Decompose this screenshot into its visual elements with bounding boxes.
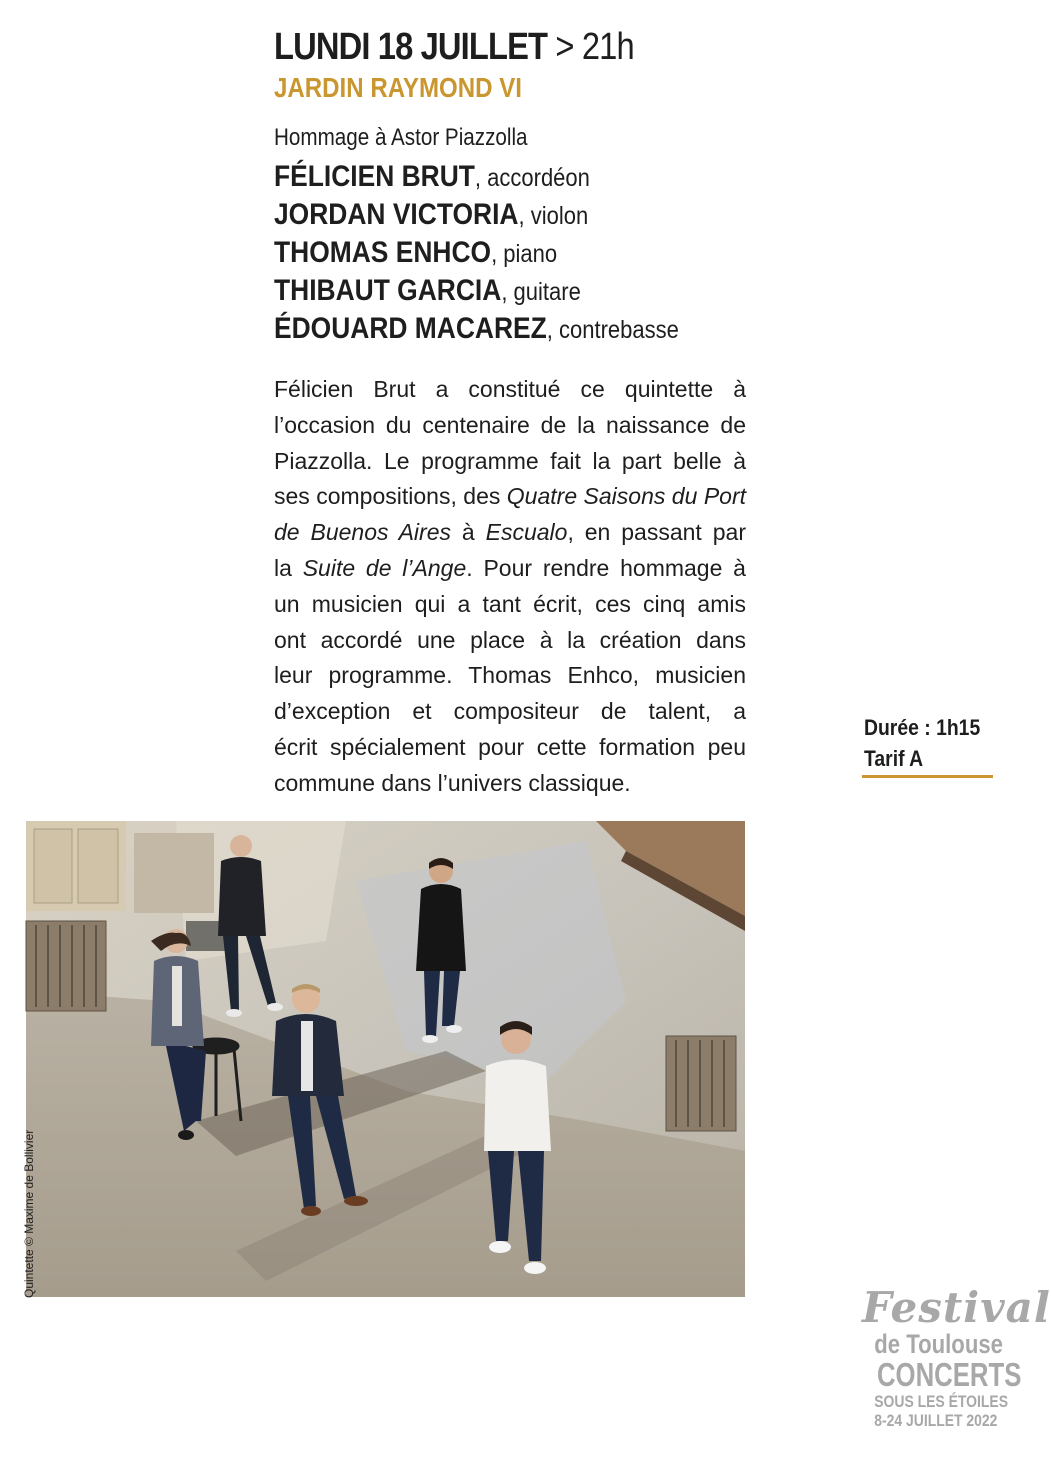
photo-credit: Quintette © Maxime de Bollivier	[22, 1129, 36, 1298]
event-date: LUNDI 18 JUILLET	[274, 26, 548, 68]
performer-item	[274, 160, 679, 198]
performer-instrument: , violon	[518, 202, 589, 230]
performer-instrument: , contrebasse	[546, 316, 679, 344]
performer-list	[274, 160, 734, 350]
description-line: Piazzolla. Le programme fait la part belle à	[274, 447, 746, 474]
performer-instrument: , piano	[491, 240, 558, 268]
description-text: à	[450, 519, 486, 546]
performer-name: JORDAN VICTORIA	[274, 198, 519, 231]
concert-description	[274, 372, 746, 802]
description-text: ses compositions, des	[274, 483, 507, 510]
description-text: . Pour rendre hommage à	[466, 554, 746, 581]
photo-illustration	[26, 821, 745, 1297]
description-line: Félicien Brut a constitué ce quintette à	[274, 376, 746, 402]
info-divider	[862, 775, 993, 778]
logo-line-toulouse: de Toulouse	[874, 1329, 1003, 1359]
performer-name: THOMAS ENHCO	[274, 236, 492, 269]
performer-item	[274, 312, 679, 350]
description-text: la	[274, 554, 303, 581]
work-title: Suite de l’Ange	[302, 554, 467, 581]
description-line: ont accordé une place à la création dans	[274, 626, 746, 653]
performer-item	[274, 274, 679, 312]
event-date-time	[274, 26, 634, 69]
tarif-value: A	[909, 746, 924, 771]
performer-instrument: , accordéon	[474, 164, 590, 192]
duration: Durée : 1h15	[864, 715, 981, 740]
logo-line-etoiles: SOUS LES ÉTOILES	[874, 1392, 1009, 1411]
event-info	[864, 712, 980, 774]
description-line	[274, 551, 746, 587]
event-venue: JARDIN RAYMOND VI	[274, 72, 522, 103]
description-text: , en passant par	[567, 519, 746, 546]
performer-name: THIBAUT GARCIA	[274, 274, 502, 307]
description-line: un musicien qui a tant écrit, ces cinq amis	[274, 590, 746, 617]
description-line: l’occasion du centenaire de la naissance de	[274, 411, 746, 438]
description-line: d’exception et compositeur de talent, a	[274, 698, 746, 725]
work-title: Escualo	[485, 519, 568, 546]
tarif	[864, 743, 980, 774]
work-title: Quatre Saisons du Port	[506, 483, 746, 510]
description-line	[274, 515, 746, 551]
time-separator: >	[555, 26, 574, 68]
logo-line-festival: Festival	[862, 1283, 1051, 1332]
performer-name: FÉLICIEN BRUT	[274, 160, 475, 193]
work-title: de Buenos Aires	[274, 519, 451, 546]
program-subtitle: Hommage à Astor Piazzolla	[274, 124, 528, 151]
tarif-label: Tarif	[864, 746, 910, 771]
quintet-photo	[26, 821, 745, 1297]
description-line: leur programme. Thomas Enhco, musicien	[274, 662, 746, 689]
event-time: 21h	[581, 26, 634, 68]
performer-instrument: , guitare	[501, 278, 581, 306]
description-line: commune dans l’univers classique.	[274, 769, 631, 796]
performer-name: ÉDOUARD MACAREZ	[274, 312, 547, 345]
festival-logo	[862, 1283, 1051, 1456]
description-line: écrit spécialement pour cette formation peu	[274, 733, 746, 760]
performer-item	[274, 198, 679, 236]
logo-line-dates: 8-24 JUILLET 2022	[874, 1411, 998, 1430]
description-line	[274, 479, 746, 515]
performer-item	[274, 236, 679, 274]
logo-line-concerts: CONCERTS	[876, 1356, 1022, 1393]
